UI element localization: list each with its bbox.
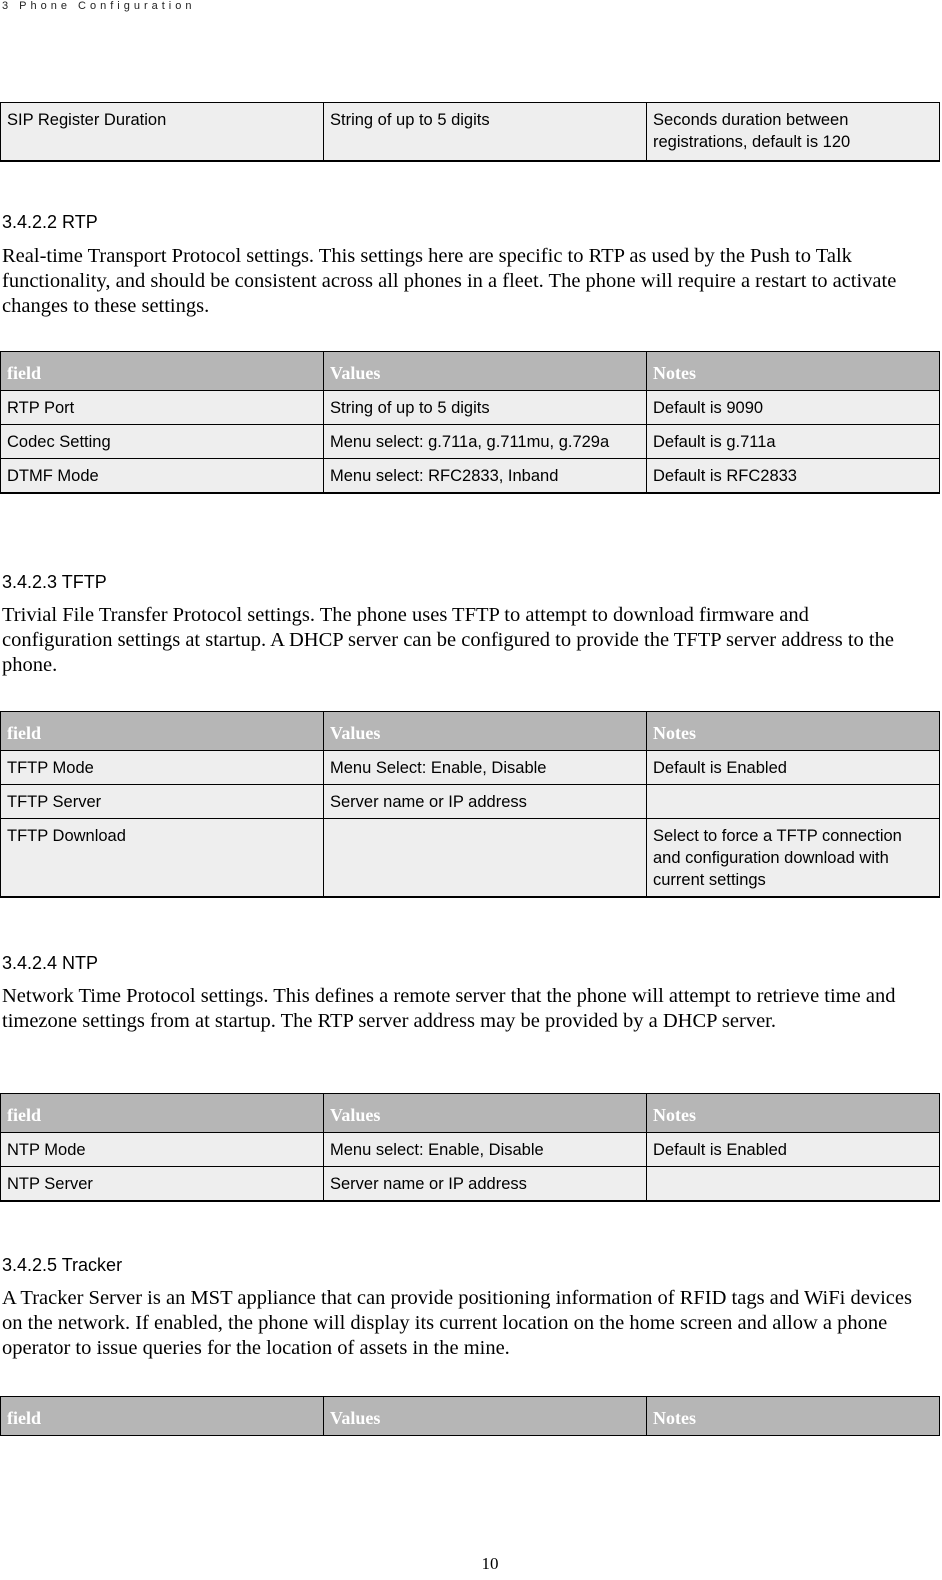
table-cell-values: String of up to 5 digits [324,391,647,425]
table-cell-notes: Seconds duration between registrations, default is 120 [647,103,940,162]
table-row [1,819,940,898]
table-cell-values: Menu Select: Enable, Disable [324,751,647,785]
paragraph-rtp: Real-time Transport Protocol settings. This settings here are specific to RTP as used by the Push to Talk functionality, and should be consistent across all phones in a fleet. The phone will require a restart to activate changes to these settings. [2,245,897,317]
table-cell-values: Server name or IP address [324,785,647,819]
rtp-table [0,351,940,494]
column-header-field: field [1,712,324,751]
table-row [1,391,940,425]
table-cell-field: Codec Setting [1,425,324,459]
table-row [1,751,940,785]
section-heading-rtp: 3.4.2.2 RTP [2,212,98,232]
table-row [1,1133,940,1167]
section-heading-tracker: 3.4.2.5 Tracker [2,1255,123,1275]
column-header-notes: Notes [647,1094,940,1133]
table-cell-field: NTP Server [1,1167,324,1202]
table-cell-field: TFTP Server [1,785,324,819]
section-heading-ntp: 3.4.2.4 NTP [2,953,99,973]
running-header: 3 Phone Configuration [2,0,196,12]
table-cell-notes [647,1167,940,1202]
tftp-table [0,711,940,898]
table-header-row [1,712,940,751]
table-row [1,1167,940,1202]
paragraph-tftp: Trivial File Transfer Protocol settings. The phone uses TFTP to attempt to download firmware and configuration settings at startup. A DHCP server can be configured to provide the TFTP server address to the phone. [2,604,894,676]
table-cell-values: Menu select: g.711a, g.711mu, g.729a [324,425,647,459]
tracker-table [0,1396,940,1436]
table-cell-notes: Default is Enabled [647,751,940,785]
table-row [1,103,940,162]
column-header-field: field [1,1397,324,1436]
column-header-notes: Notes [647,712,940,751]
column-header-field: field [1,1094,324,1133]
table-cell-notes: Default is 9090 [647,391,940,425]
table-cell-field: TFTP Download [1,819,324,898]
table-cell-field: DTMF Mode [1,459,324,494]
table-cell-values: Server name or IP address [324,1167,647,1202]
table-header-row [1,1397,940,1436]
column-header-notes: Notes [647,1397,940,1436]
table-header-row [1,1094,940,1133]
column-header-notes: Notes [647,352,940,391]
paragraph-tracker: A Tracker Server is an MST appliance that can provide positioning information of RFID tags and WiFi devices on the network. If enabled, the phone will display its current location on the home screen and allow a phone operator to issue queries for the location of assets in the mine. [2,1287,912,1359]
table-cell-notes: Select to force a TFTP connection and configuration download with current settings [647,819,940,898]
table-cell-field: TFTP Mode [1,751,324,785]
table-row [1,459,940,494]
column-header-values: Values [324,352,647,391]
table-cell-notes [647,785,940,819]
page-number: 10 [481,1554,499,1573]
table-row [1,785,940,819]
table-cell-notes: Default is RFC2833 [647,459,940,494]
column-header-values: Values [324,1094,647,1133]
column-header-values: Values [324,1397,647,1436]
table-cell-values: String of up to 5 digits [324,103,647,162]
paragraph-ntp: Network Time Protocol settings. This defines a remote server that the phone will attempt to retrieve time and timezone settings from at startup. The RTP server address may be provided by a DHCP server. [2,985,896,1032]
table-cell-notes: Default is g.711a [647,425,940,459]
column-header-field: field [1,352,324,391]
sip-table [0,102,940,162]
ntp-table [0,1093,940,1202]
table-cell-values: Menu select: Enable, Disable [324,1133,647,1167]
table-cell-field: SIP Register Duration [1,103,324,162]
table-header-row [1,352,940,391]
table-row [1,425,940,459]
section-heading-tftp: 3.4.2.3 TFTP [2,572,107,592]
table-cell-notes: Default is Enabled [647,1133,940,1167]
table-cell-field: RTP Port [1,391,324,425]
table-cell-values: Menu select: RFC2833, Inband [324,459,647,494]
table-cell-values [324,819,647,898]
column-header-values: Values [324,712,647,751]
table-cell-field: NTP Mode [1,1133,324,1167]
